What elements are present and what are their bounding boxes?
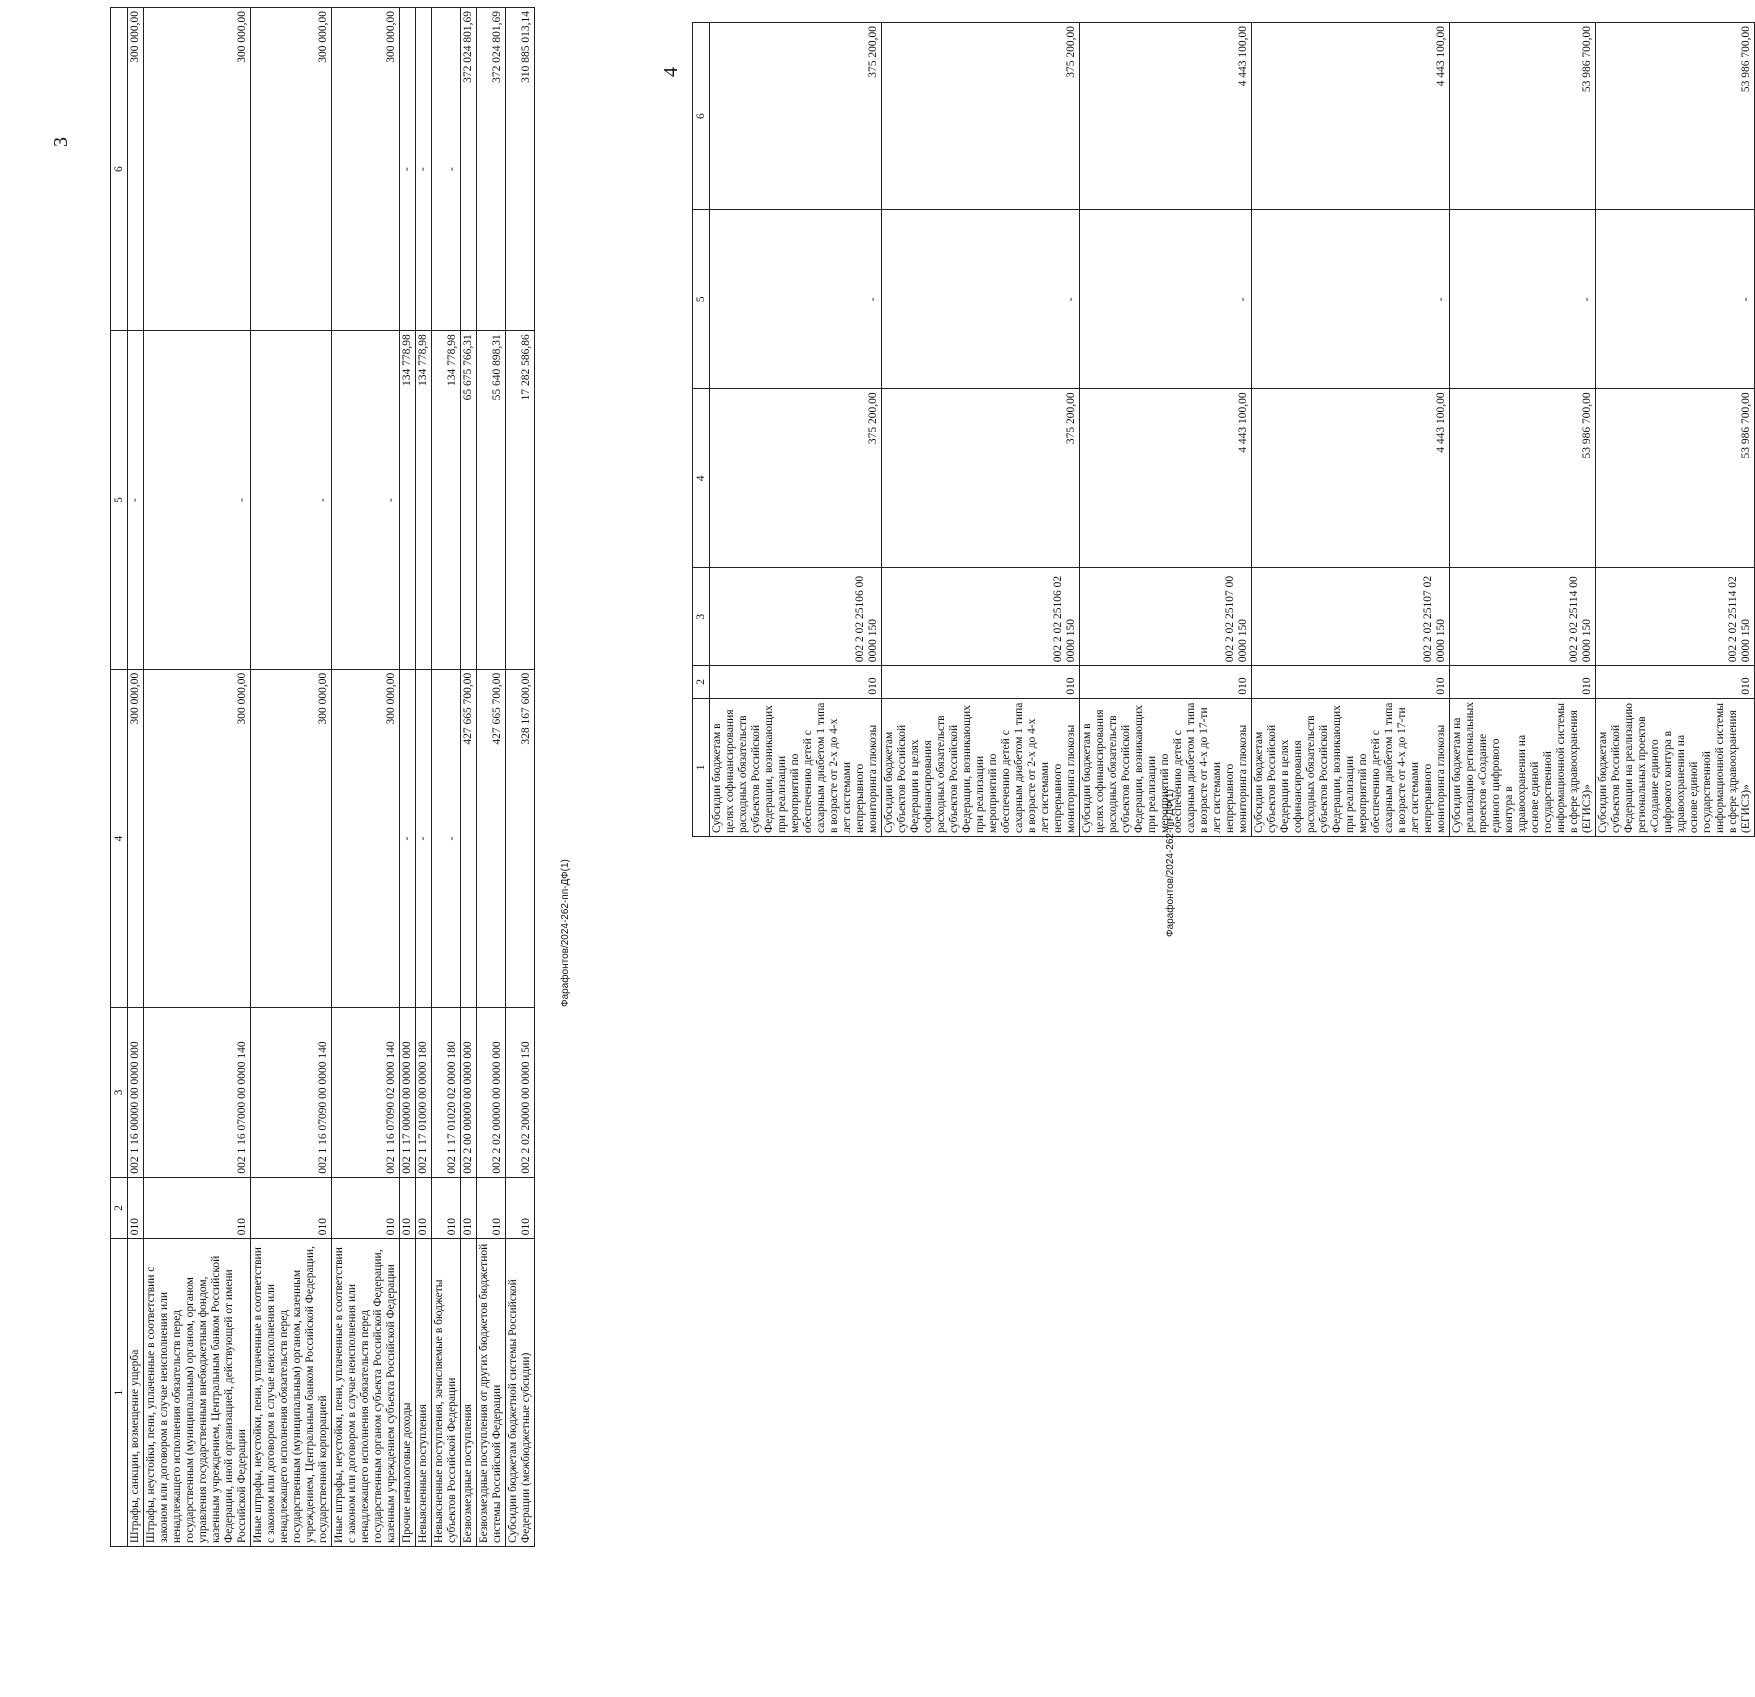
cell-c6: 300 000,00 <box>144 8 251 331</box>
cell-c3: 002 2 02 20000 00 0000 150 <box>506 1008 535 1177</box>
column-header: 4 <box>693 389 710 568</box>
table-row <box>1080 23 1252 837</box>
cell-c2: 010 <box>1252 666 1450 699</box>
column-header: 3 <box>111 1008 128 1177</box>
cell-c5: 134 778,98 <box>400 331 416 670</box>
table-header-row <box>693 23 710 837</box>
table-row <box>400 8 416 1547</box>
footer-code: Фарафонтов/2024-262-пп-ДФ(1) <box>560 859 571 1007</box>
cell-c4: 4 443 100,00 <box>1252 389 1450 568</box>
cell-c1: Субсидии бюджетам в целях софинансирования расходных обязательств субъектов Российской Федерации, возникающих при реализации мероприятий по обеспечению детей с сахарным диабетом 1 типа в возрасте от 4-х до 17-ти лет системами непрерывного мониторинга глюкозы <box>1080 698 1252 836</box>
cell-c2: 010 <box>461 1177 477 1239</box>
cell-c3: 002 2 02 25107 02 0000 150 <box>1252 568 1450 666</box>
cell-c2: 010 <box>251 1177 332 1239</box>
table-row <box>710 23 882 837</box>
cell-c6: 300 000,00 <box>332 8 400 331</box>
cell-c2: 010 <box>1080 666 1252 699</box>
cell-c5: 134 778,98 <box>416 331 432 670</box>
table-row <box>461 8 477 1547</box>
cell-c3: 002 2 02 00000 00 0000 000 <box>477 1008 506 1177</box>
cell-c4: - <box>416 669 432 1008</box>
column-header: 5 <box>693 210 710 389</box>
cell-c5: 134 778,98 <box>432 331 461 670</box>
cell-c4: 53 986 700,00 <box>1450 389 1596 568</box>
cell-c2: 010 <box>477 1177 506 1239</box>
cell-c6: 4 443 100,00 <box>1080 23 1252 210</box>
cell-c5: - <box>251 331 332 670</box>
cell-c5: - <box>1596 210 1755 389</box>
cell-c6: 375 200,00 <box>882 23 1080 210</box>
cell-c3: 002 1 17 01000 00 0000 180 <box>416 1008 432 1177</box>
cell-c6: 300 000,00 <box>251 8 332 331</box>
column-header: 5 <box>111 331 128 670</box>
table-row <box>1596 23 1755 837</box>
cell-c1: Прочие неналоговые доходы <box>400 1239 416 1547</box>
cell-c1: Штрафы, санкции, возмещение ущерба <box>128 1239 144 1547</box>
cell-c4: 427 665 700,00 <box>461 669 477 1008</box>
table-row <box>128 8 144 1547</box>
cell-c5: - <box>882 210 1080 389</box>
cell-c2: 010 <box>506 1177 535 1239</box>
cell-c5: - <box>128 331 144 670</box>
column-header: 6 <box>111 8 128 331</box>
cell-c3: 002 1 16 07090 02 0000 140 <box>332 1008 400 1177</box>
cell-c2: 010 <box>400 1177 416 1239</box>
cell-c2: 010 <box>416 1177 432 1239</box>
cell-c2: 010 <box>432 1177 461 1239</box>
cell-c5: - <box>144 331 251 670</box>
cell-c6: 375 200,00 <box>710 23 882 210</box>
cell-c5: 17 282 586,86 <box>506 331 535 670</box>
cell-c2: 010 <box>1596 666 1755 699</box>
cell-c2: 010 <box>128 1177 144 1239</box>
cell-c3: 002 1 16 07090 00 0000 140 <box>251 1008 332 1177</box>
table-row <box>882 23 1080 837</box>
page-number: 3 <box>50 137 72 147</box>
cell-c1: Субсидии бюджетам субъектов Российской Федерации в целях софинансирования расходных обязательств субъектов Российской Федерации, возникающих при реализации мероприятий по обеспечению детей с сахарным диабетом 1 типа в возрасте от 4-х до 17-ти лет системами непрерывного мониторинга глюкозы <box>1252 698 1450 836</box>
cell-c3: 002 2 02 25114 00 0000 150 <box>1450 568 1596 666</box>
cell-c4: - <box>432 669 461 1008</box>
table-row <box>416 8 432 1547</box>
cell-c1: Безвозмездные поступления от других бюджетов бюджетной системы Российской Федерации <box>477 1239 506 1547</box>
cell-c2: 010 <box>710 666 882 699</box>
cell-c5: - <box>1080 210 1252 389</box>
cell-c2: 010 <box>144 1177 251 1239</box>
column-header: 2 <box>693 666 710 699</box>
column-header: 4 <box>111 669 128 1008</box>
cell-c3: 002 1 17 01020 02 0000 180 <box>432 1008 461 1177</box>
cell-c1: Субсидии бюджетам субъектов Российской Федерации на реализацию региональных проектов «Создание единого цифрового контура в здравоохранении на основе единой государственной информационной системы в сфере здравоохранения (ЕГИСЗ)» <box>1596 698 1755 836</box>
cell-c4: 4 443 100,00 <box>1080 389 1252 568</box>
table-row <box>506 8 535 1547</box>
cell-c5: 65 675 766,31 <box>461 331 477 670</box>
table-header-row <box>111 8 128 1547</box>
cell-c1: Безвозмездные поступления <box>461 1239 477 1547</box>
cell-c1: Невыясненные поступления <box>416 1239 432 1547</box>
cell-c2: 010 <box>882 666 1080 699</box>
cell-c6: 300 000,00 <box>128 8 144 331</box>
page-3 <box>0 0 600 1697</box>
cell-c4: 375 200,00 <box>710 389 882 568</box>
cell-c4: 375 200,00 <box>882 389 1080 568</box>
table-row <box>144 8 251 1547</box>
column-header: 3 <box>693 568 710 666</box>
cell-c5: 55 640 898,31 <box>477 331 506 670</box>
cell-c4: 300 000,00 <box>251 669 332 1008</box>
column-header: 1 <box>111 1239 128 1547</box>
cell-c1: Штрафы, неустойки, пени, уплаченные в соответствии с законом или договором в случае неисполнения или ненадлежащего исполнения обязательств перед государственным (муниципальным) органом, органом управления государственным внебюджетным фондом, казенным учреждением, Центральным банком Российской Федерации, иной организацией, действующей от имени Российской Федерации <box>144 1239 251 1547</box>
cell-c2: 010 <box>332 1177 400 1239</box>
page-4 <box>600 0 1752 1697</box>
cell-c1: Невыясненные поступления, зачисляемые в бюджеты субъектов Российской Федерации <box>432 1239 461 1547</box>
cell-c6: 372 024 801,69 <box>461 8 477 331</box>
cell-c3: 002 2 02 25114 02 0000 150 <box>1596 568 1755 666</box>
cell-c5: - <box>710 210 882 389</box>
table-row <box>1450 23 1596 837</box>
cell-c6: - <box>416 8 432 331</box>
column-header: 2 <box>111 1177 128 1239</box>
cell-c4: - <box>400 669 416 1008</box>
cell-c6: - <box>432 8 461 331</box>
cell-c5: - <box>1450 210 1596 389</box>
cell-c1: Субсидии бюджетам субъектов Российской Федерации в целях софинансирования расходных обязательств субъектов Российской Федерации, возникающих при реализации мероприятий по обеспечению детей с сахарным диабетом 1 типа в возрасте от 2-х до 4-х лет системами непрерывного мониторинга глюкозы <box>882 698 1080 836</box>
cell-c1: Иные штрафы, неустойки, пени, уплаченные в соответствии с законом или договором в случае неисполнения или ненадлежащего исполнения обязательств перед государственным (муниципальным) органом, казенным учреждением, Центральным банком Российской Федерации, государственной корпорацией <box>251 1239 332 1547</box>
table-row <box>332 8 400 1547</box>
cell-c4: 300 000,00 <box>128 669 144 1008</box>
table-row <box>1252 23 1450 837</box>
cell-c6: 4 443 100,00 <box>1252 23 1450 210</box>
cell-c3: 002 2 00 00000 00 0000 000 <box>461 1008 477 1177</box>
cell-c6: 310 885 013,14 <box>506 8 535 331</box>
cell-c1: Субсидии бюджетам на реализацию региональных проектов «Создание единого цифрового контура в здравоохранении на основе единой государственной информационной системы в сфере здравоохранения (ЕГИСЗ)» <box>1450 698 1596 836</box>
budget-table <box>110 7 535 1547</box>
cell-c3: 002 2 02 25107 00 0000 150 <box>1080 568 1252 666</box>
budget-table <box>692 22 1755 837</box>
cell-c4: 328 167 600,00 <box>506 669 535 1008</box>
column-header: 6 <box>693 23 710 210</box>
cell-c4: 300 000,00 <box>144 669 251 1008</box>
cell-c6: - <box>400 8 416 331</box>
cell-c5: - <box>332 331 400 670</box>
cell-c3: 002 2 02 25106 00 0000 150 <box>710 568 882 666</box>
cell-c3: 002 2 02 25106 02 0000 150 <box>882 568 1080 666</box>
cell-c4: 53 986 700,00 <box>1596 389 1755 568</box>
cell-c3: 002 1 17 00000 00 0000 000 <box>400 1008 416 1177</box>
page-number: 4 <box>660 67 682 77</box>
cell-c1: Субсидии бюджетам бюджетной системы Российской Федерации (межбюджетные субсидии) <box>506 1239 535 1547</box>
cell-c2: 010 <box>1450 666 1596 699</box>
cell-c4: 300 000,00 <box>332 669 400 1008</box>
column-header: 1 <box>693 698 710 836</box>
footer-code: Фарафонтов/2024-262-пп-ДФ(1) <box>1165 789 1176 937</box>
table-row <box>251 8 332 1547</box>
cell-c6: 372 024 801,69 <box>477 8 506 331</box>
table-row <box>477 8 506 1547</box>
cell-c4: 427 665 700,00 <box>477 669 506 1008</box>
cell-c1: Иные штрафы, неустойки, пени, уплаченные в соответствии с законом или договором в случае неисполнения или ненадлежащего исполнения обязательств перед государственным органом субъекта Российской Федерации, казенным учреждением субъекта Российской Федерации <box>332 1239 400 1547</box>
cell-c5: - <box>1252 210 1450 389</box>
cell-c1: Субсидии бюджетам в целях софинансирования расходных обязательств субъектов Российской Федерации, возникающих при реализации мероприятий по обеспечению детей с сахарным диабетом 1 типа в возрасте от 2-х до 4-х лет системами непрерывного мониторинга глюкозы <box>710 698 882 836</box>
cell-c6: 53 986 700,00 <box>1596 23 1755 210</box>
cell-c6: 53 986 700,00 <box>1450 23 1596 210</box>
cell-c3: 002 1 16 07000 00 0000 140 <box>144 1008 251 1177</box>
cell-c3: 002 1 16 00000 00 0000 000 <box>128 1008 144 1177</box>
table-row <box>432 8 461 1547</box>
